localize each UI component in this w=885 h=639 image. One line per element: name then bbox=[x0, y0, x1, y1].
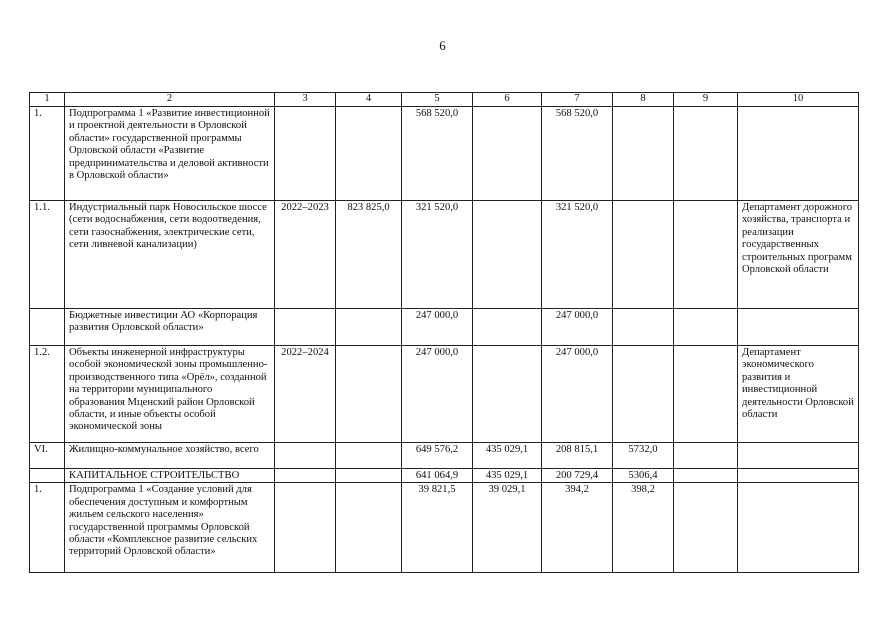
row-responsible bbox=[738, 443, 859, 469]
table-row bbox=[30, 309, 859, 346]
row-federal: 435 029,1 bbox=[473, 443, 542, 469]
row-period bbox=[275, 309, 336, 346]
row-index bbox=[30, 469, 65, 483]
table-row bbox=[30, 201, 859, 309]
row-total-cost bbox=[336, 309, 402, 346]
row-index: 1.1. bbox=[30, 201, 65, 309]
header-cell: 5 bbox=[402, 93, 473, 107]
row-federal bbox=[473, 346, 542, 443]
row-index: VI. bbox=[30, 443, 65, 469]
budget-table bbox=[29, 92, 859, 573]
row-regional: 568 520,0 bbox=[542, 107, 613, 201]
row-total: 641 064,9 bbox=[402, 469, 473, 483]
row-index bbox=[30, 309, 65, 346]
row-responsible bbox=[738, 483, 859, 573]
row-regional: 208 815,1 bbox=[542, 443, 613, 469]
row-local: 5732,0 bbox=[613, 443, 674, 469]
row-other bbox=[674, 443, 738, 469]
row-other bbox=[674, 309, 738, 346]
row-index: 1.2. bbox=[30, 346, 65, 443]
row-total-cost bbox=[336, 107, 402, 201]
row-total: 247 000,0 bbox=[402, 346, 473, 443]
row-period: 2022–2023 bbox=[275, 201, 336, 309]
row-period bbox=[275, 107, 336, 201]
header-cell: 2 bbox=[65, 93, 275, 107]
table-row bbox=[30, 107, 859, 201]
row-period bbox=[275, 443, 336, 469]
row-federal: 435 029,1 bbox=[473, 469, 542, 483]
table-row bbox=[30, 443, 859, 469]
row-responsible bbox=[738, 309, 859, 346]
row-total-cost bbox=[336, 346, 402, 443]
row-regional: 200 729,4 bbox=[542, 469, 613, 483]
row-local bbox=[613, 201, 674, 309]
row-other bbox=[674, 469, 738, 483]
row-description: КАПИТАЛЬНОЕ СТРОИТЕЛЬСТВО bbox=[65, 469, 275, 483]
header-cell: 8 bbox=[613, 93, 674, 107]
row-period bbox=[275, 483, 336, 573]
table-row bbox=[30, 483, 859, 573]
row-federal: 39 029,1 bbox=[473, 483, 542, 573]
row-total: 649 576,2 bbox=[402, 443, 473, 469]
row-description: Жилищно-коммунальное хозяйство, всего bbox=[65, 443, 275, 469]
row-regional: 394,2 bbox=[542, 483, 613, 573]
row-period bbox=[275, 469, 336, 483]
row-federal bbox=[473, 107, 542, 201]
row-description: Объекты инженерной инфраструктуры особой экономической зоны промышленно-производственного типа «Орёл», созданной на территории муниципального образования Мценский район Орловской области, и иные объекты особой экономической зоны bbox=[65, 346, 275, 443]
row-total: 568 520,0 bbox=[402, 107, 473, 201]
header-cell: 4 bbox=[336, 93, 402, 107]
header-cell: 10 bbox=[738, 93, 859, 107]
row-other bbox=[674, 346, 738, 443]
table-row bbox=[30, 346, 859, 443]
row-other bbox=[674, 483, 738, 573]
row-federal bbox=[473, 201, 542, 309]
row-index: 1. bbox=[30, 483, 65, 573]
row-period: 2022–2024 bbox=[275, 346, 336, 443]
row-responsible bbox=[738, 107, 859, 201]
header-cell: 3 bbox=[275, 93, 336, 107]
row-description: Подпрограмма 1 «Создание условий для обеспечения доступным и комфортным жильем сельского населения» государственной программы Орловской области «Комплексное развитие сельских территорий Орловской области» bbox=[65, 483, 275, 573]
row-responsible: Департамент дорожного хозяйства, транспорта и реализации государственных строительных программ Орловской области bbox=[738, 201, 859, 309]
header-cell: 9 bbox=[674, 93, 738, 107]
row-responsible: Департамент экономического развития и инвестиционной деятельности Орловской области bbox=[738, 346, 859, 443]
header-cell: 6 bbox=[473, 93, 542, 107]
row-regional: 247 000,0 bbox=[542, 346, 613, 443]
table-row bbox=[30, 469, 859, 483]
row-total-cost bbox=[336, 469, 402, 483]
row-other bbox=[674, 201, 738, 309]
row-local: 398,2 bbox=[613, 483, 674, 573]
row-description: Подпрограмма 1 «Развитие инвестиционной и проектной деятельности в Орловской области» государственной программы Орловской области «Развитие предпринимательства и деловой активности в Орловской области» bbox=[65, 107, 275, 201]
row-total-cost bbox=[336, 443, 402, 469]
row-local bbox=[613, 107, 674, 201]
row-total: 321 520,0 bbox=[402, 201, 473, 309]
row-local bbox=[613, 309, 674, 346]
header-row bbox=[30, 93, 859, 107]
row-responsible bbox=[738, 469, 859, 483]
header-cell: 1 bbox=[30, 93, 65, 107]
row-total: 247 000,0 bbox=[402, 309, 473, 346]
row-description: Бюджетные инвестиции АО «Корпорация развития Орловской области» bbox=[65, 309, 275, 346]
row-regional: 247 000,0 bbox=[542, 309, 613, 346]
row-total-cost bbox=[336, 483, 402, 573]
page-number: 6 bbox=[439, 38, 446, 53]
row-federal bbox=[473, 309, 542, 346]
row-local: 5306,4 bbox=[613, 469, 674, 483]
header-cell: 7 bbox=[542, 93, 613, 107]
row-description: Индустриальный парк Новосильское шоссе (сети водоснабжения, сети водоотведения, сети газоснабжения, электрические сети, сети ливневой канализации) bbox=[65, 201, 275, 309]
row-local bbox=[613, 346, 674, 443]
row-total: 39 821,5 bbox=[402, 483, 473, 573]
row-regional: 321 520,0 bbox=[542, 201, 613, 309]
row-other bbox=[674, 107, 738, 201]
row-total-cost: 823 825,0 bbox=[336, 201, 402, 309]
row-index: 1. bbox=[30, 107, 65, 201]
